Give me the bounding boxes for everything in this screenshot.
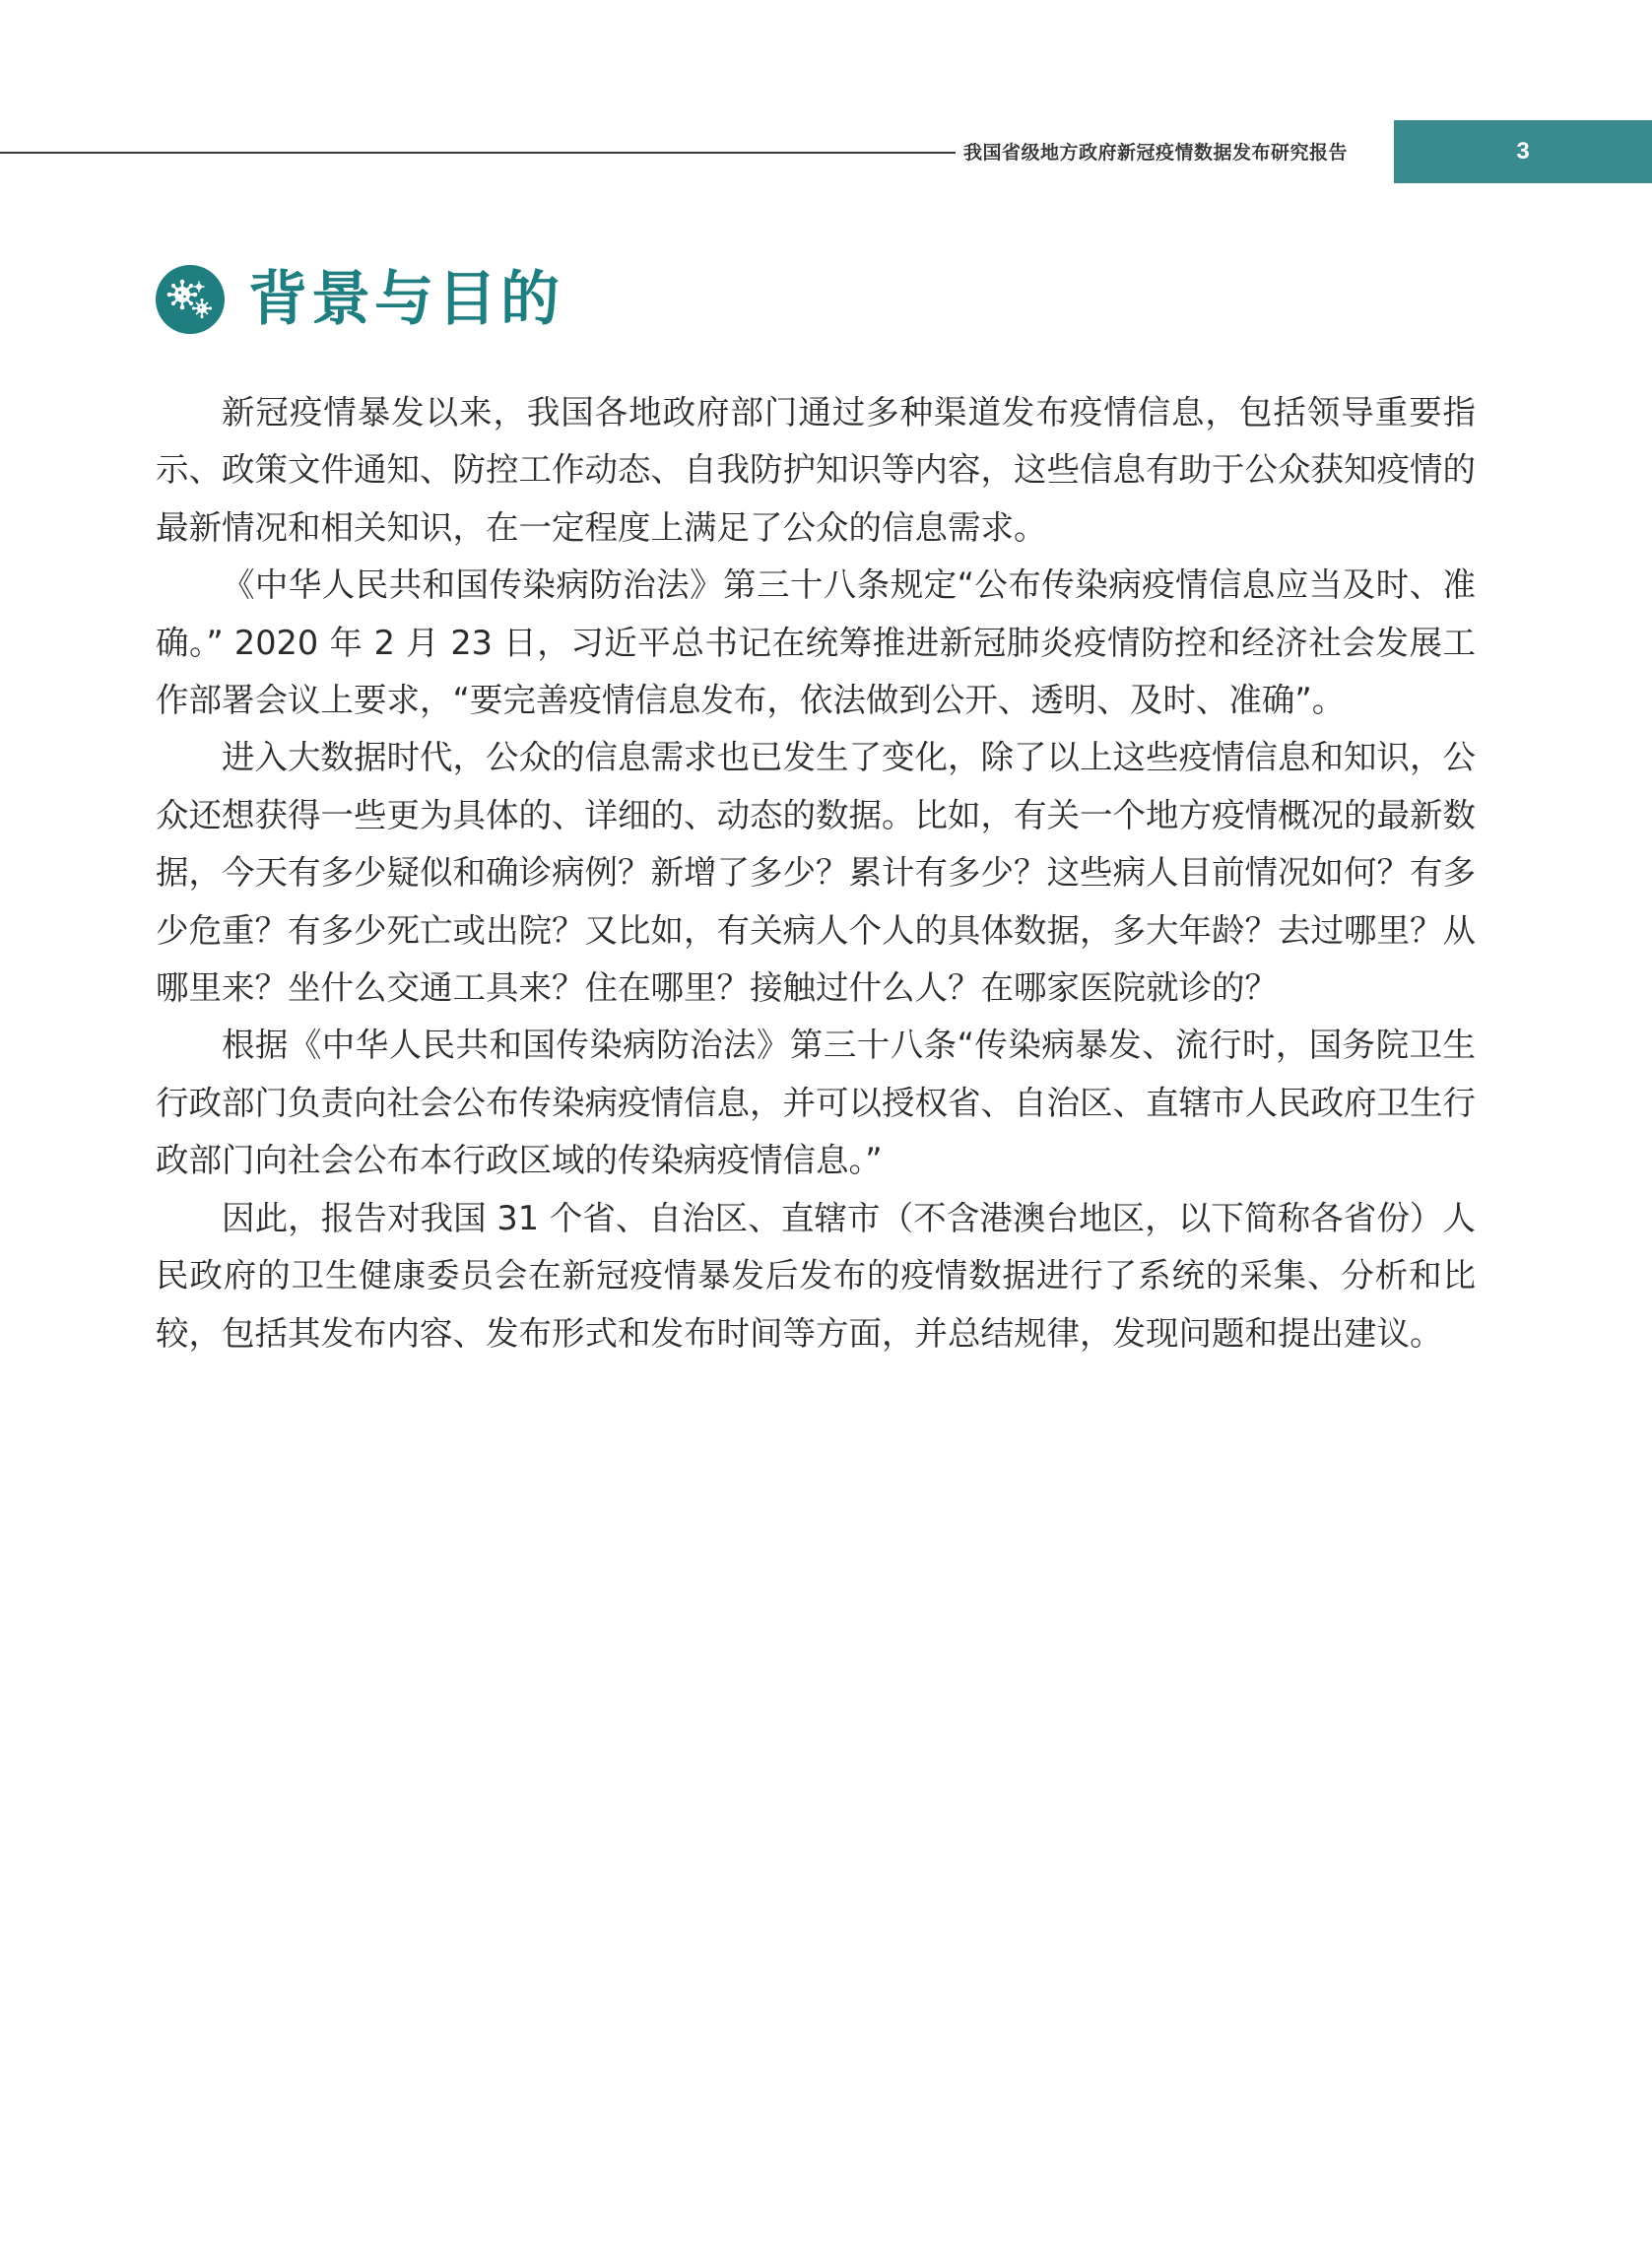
- virus-icon: [156, 265, 225, 334]
- paragraph-1: 新冠疫情暴发以来，我国各地政府部门通过多种渠道发布疫情信息，包括领导重要指示、政策文件通知、防控工作动态、自我防护知识等内容，这些信息有助于公众获知疫情的最新情况和相关知识，在一定程度上满足了公众的信息需求。: [156, 393, 1476, 547]
- page-number: 3: [1516, 138, 1530, 165]
- section-title: 背景与目的: [248, 265, 563, 334]
- header-rule: [0, 152, 956, 154]
- report-title: 我国省级地方政府新冠疫情数据发布研究报告: [963, 142, 1349, 164]
- paragraph-2: 《中华人民共和国传染病防治法》第三十八条规定“公布传染病疫情信息应当及时、准确。” 2020 年 2 月 23 日，习近平总书记在统筹推进新冠肺炎疫情防控和经济社会发展工作部署会议上要求，“要完善疫情信息发布，依法做到公开、透明、及时、准确”。: [156, 565, 1476, 720]
- paragraph-4: 根据《中华人民共和国传染病防治法》第三十八条“传染病暴发、流行时，国务院卫生行政部门负责向社会公布传染病疫情信息，并可以授权省、自治区、直辖市人民政府卫生行政部门向社会公布本行政区域的传染病疫情信息。”: [156, 1026, 1476, 1180]
- paragraph-3: 进入大数据时代，公众的信息需求也已发生了变化，除了以上这些疫情信息和知识，公众还想获得一些更为具体的、详细的、动态的数据。比如，有关一个地方疫情概况的最新数据，今天有多少疑似和确诊病例？新增了多少？累计有多少？这些病人目前情况如何？有多少危重？有多少死亡或出院？又比如，有关病人个人的具体数据，多大年龄？去过哪里？从哪里来？坐什么交通工具来？住在哪里？接触过什么人？在哪家医院就诊的？: [156, 738, 1476, 1008]
- body-text: [156, 384, 1476, 1362]
- paragraph-5: 因此，报告对我国 31 个省、自治区、直辖市（不含港澳台地区，以下简称各省份）人民政府的卫生健康委员会在新冠疫情暴发后发布的疫情数据进行了系统的采集、分析和比较，包括其发布内容、发布形式和发布时间等方面，并总结规律，发现问题和提出建议。: [156, 1198, 1476, 1353]
- page-number-tab: [1394, 120, 1652, 183]
